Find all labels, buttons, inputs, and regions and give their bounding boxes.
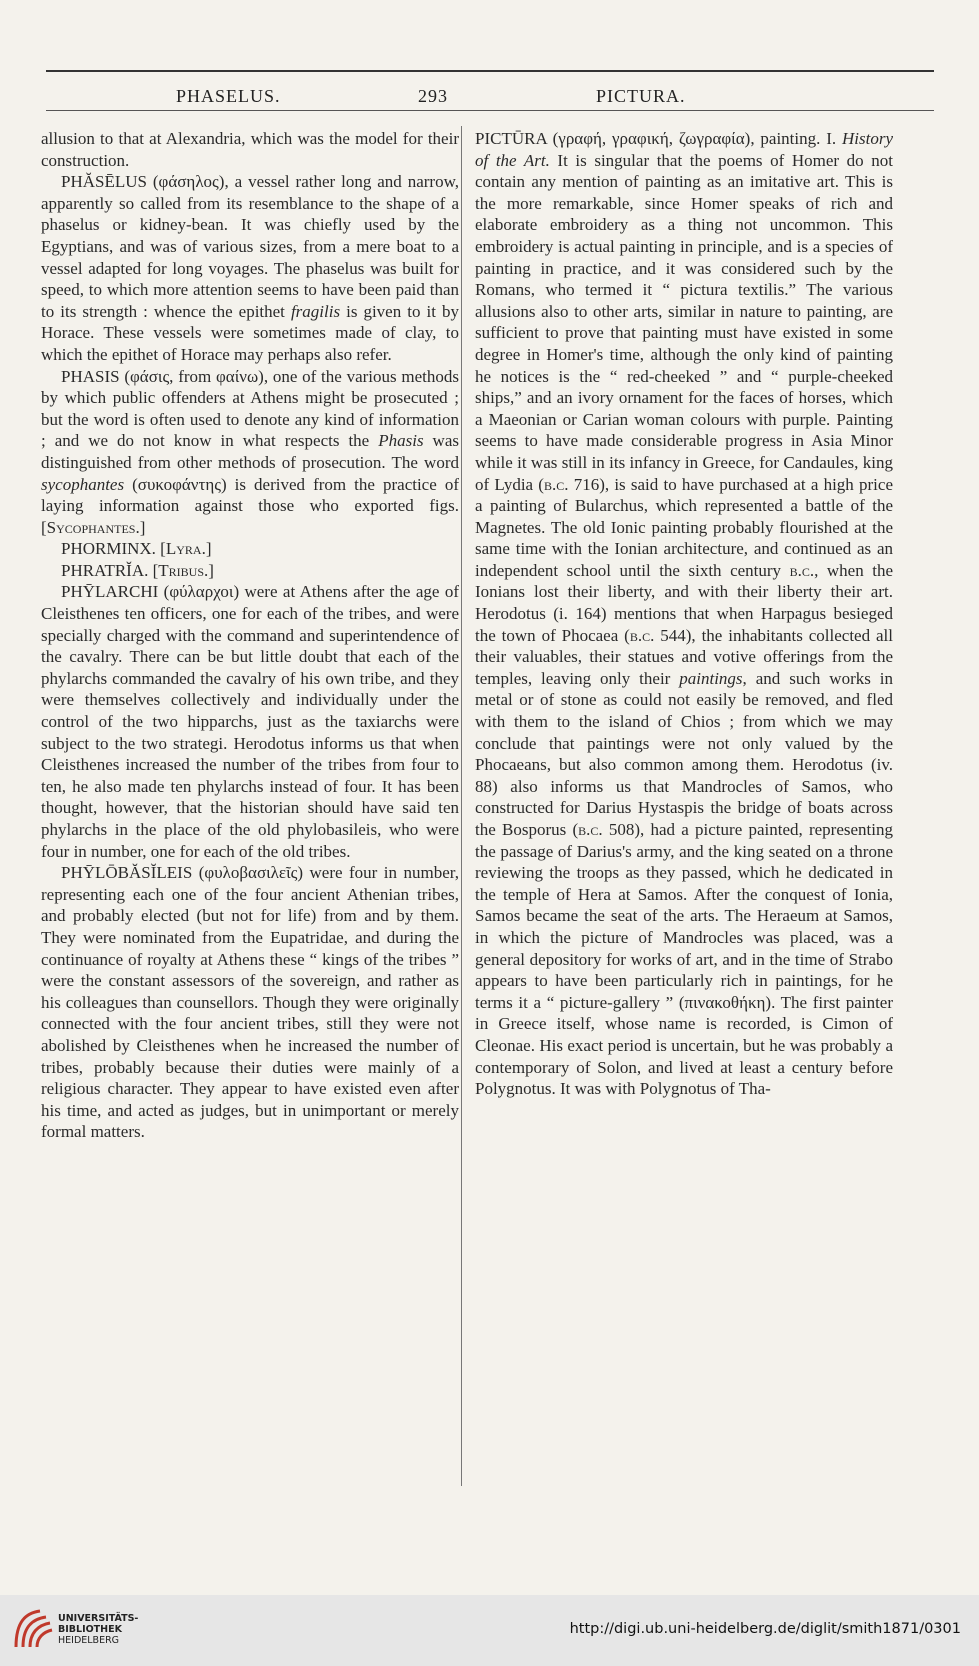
header-rule-top <box>46 70 934 72</box>
institution-line: HEIDELBERG <box>58 1635 120 1646</box>
institution-line: UNIVERSITÄTS- <box>58 1613 139 1624</box>
header-right-word: PICTURA. <box>596 86 686 106</box>
paragraph: PICTŪRA (γραφή, γραφική, ζωγραφία), painting. I. History of the Art. It is singular that the poems of Homer do not contain any mention of painting as an imitative art. This is the more remarkable, since Homer speaks of rich and elaborate embroidery as a thing not uncommon. This embroidery is actual painting in principle, and is a species of painting in practice, and it was considered such by the Romans, who termed it “ pictura textilis.” The various allusions also to other arts, similar in nature to painting, are sufficient to prove that painting must have existed in some degree in Homer's time, although the only kind of painting he notices is the “ red-cheeked ” and “ purple-cheeked ships,” and an ivory ornament for the faces of horses, which a Maeonian or Carian woman colours with purple. Painting seems to have made considerable progress in Asia Minor while it was still in its infancy in Greece, for Candaules, king of Lydia (b.c. 716), is said to have purchased at a high price a painting of Bularchus, which represented a battle of the Magnetes. The old Ionic painting probably flourished at the same time with the Ionian architecture, and continued as an independent school until the sixth century b.c., when the Ionians lost their liberty, and with their liberty their art. Herodotus (i. 164) mentions that when Harpagus besieged the town of Phocaea (b.c. 544), the inhabitants collected all their valuables, their statues and votive offerings from the temples, leaving only their paintings, and such works in metal or of stone as could not easily be removed, and fled with them to the island of Chios ; from which we may conclude that paintings were not only valued by the Phocaeans, but also common among them. Herodotus (iv. 88) also informs us that Mandrocles of Samos, who constructed for Darius Hystaspis the bridge of boats across the Bosporus (b.c. 508), had a picture painted, representing the passage of Darius's army, and the king seated on a throne reviewing the troops as they passed, which he dedicated in the temple of Hera at Samos. After the conquest of Ionia, Samos became the seat of the arts. The Heraeum at Samos, in which the picture of Mandrocles was placed, was a general depository for works of art, and in the time of Strabo appears to have been particularly rich in paintings, for he terms it a “ picture-gallery ” (πινακοθήκη). The first painter in Greece itself, whose name is recorded, is Cimon of Cleonae. His exact period is uncertain, but he was probably a contemporary of Solon, and lived at least a century before Polygnotus. It was with Polygnotus of Tha- <box>475 129 893 1099</box>
paragraph: PHȲLARCHI (φύλαρχοι) were at Athens after the age of Cleisthenes ten officers, one for each of the tribes, and were specially charged with the command and superintendence of the cavalry. There can be but little doubt that each of the phylarchs commanded the cavalry of his own tribe, and they were themselves collectively and individually under the control of the two hipparchs, just as the taxiarchs were subject to the two strategi. Herodotus informs us that when Cleisthenes increased the number of the tribes from four to ten, he also made ten phylarchs instead of four. It has been thought, however, that the historian should have said ten phylarchs in the place of the old phylobasileis, who were four in number, one for each of the old tribes. <box>41 582 459 861</box>
header-left-word: PHASELUS. <box>176 86 281 106</box>
library-footer <box>0 1595 979 1666</box>
paragraph: PHRATRĬA. [Tribus.] <box>61 560 214 580</box>
page-number: 293 <box>418 86 448 106</box>
header-rule-bottom <box>46 110 934 111</box>
source-url-link[interactable]: http://digi.ub.uni-heidelberg.de/diglit/smith1871/0301 <box>569 1621 961 1637</box>
paragraph: PHĂSĒLUS (φάσηλος), a vessel rather long and narrow, apparently so called from its resemblance to the shape of a phaselus or kidney-bean. It was chiefly used by the Egyptians, and was of various sizes, from a mere boat to a vessel adapted for long voyages. The phaselus was built for speed, to which more attention seems to have been paid than to its strength : whence the epithet fragilis is given to it by Horace. These vessels were sometimes made of clay, to which the epithet of Horace may perhaps also refer. <box>41 172 459 364</box>
institution-name <box>58 1613 138 1646</box>
university-library-logo-icon <box>10 1607 54 1651</box>
paragraph: allusion to that at Alexandria, which was the model for their construction. <box>41 129 459 170</box>
running-header <box>46 86 934 116</box>
paragraph: PHȲLŌBĂSĬLEIS (φυλοβασιλεῖς) were four in number, representing each one of the four ancient Athenian tribes, and probably elected (but not for life) from and by them. They were nominated from the Eupatridae, and during the continuance of royalty at Athens these “ kings of the tribes ” were the constant assessors of the sovereign, and rather as his colleagues than counsellors. Though they were originally connected with the four ancient tribes, still they were not abolished by Cleisthenes when he increased the number of tribes, probably because their duties were mainly of a religious character. They appear to have existed even after his time, and acted as judges, but in unimportant or merely formal matters. <box>41 863 459 1142</box>
paragraph: PHASIS (φάσις, from φαίνω), one of the various methods by which public offenders at Athens might be prosecuted ; but the word is often used to denote any kind of information ; and we do not know in what respects the Phasis was distinguished from other methods of prosecution. The word sycophantes (συκοφάντης) is derived from the practice of laying information against those who exported figs. [Sycophantes.] <box>41 366 459 537</box>
paragraph: PHORMINX. [Lyra.] <box>61 539 212 559</box>
right-column <box>475 128 893 1488</box>
left-column <box>41 128 459 1488</box>
institution-line: BIBLIOTHEK <box>58 1624 122 1635</box>
column-divider <box>461 126 462 1486</box>
